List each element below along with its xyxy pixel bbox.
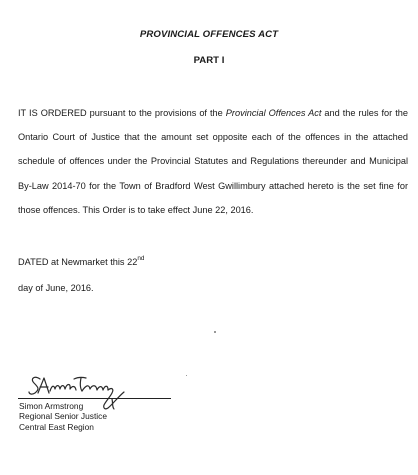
order-text-rest: and the rules for the Ontario Court of Justice that the amount set opposite each of the offences in the attached schedule of offences under the Provincial Statutes and Regulations thereunder and Municipal By-Law 2014-70 for the Town of Bradford West Gwillimbury attached hereto is the set fine for those offences. This Order is to take effect June 22, 2016.: [18, 108, 408, 215]
signer-region: Central East Region: [19, 421, 94, 432]
dated-line: [18, 257, 144, 267]
dated-superscript: nd: [137, 255, 145, 262]
day-line: day of June, 2016.: [18, 283, 94, 293]
act-name-italic: Provincial Offences Act: [225, 108, 322, 118]
order-text-start: IT IS ORDERED pursuant to the provisions of the: [18, 108, 226, 118]
part-title: PART I: [193, 55, 225, 66]
act-title: PROVINCIAL OFFENCES ACT: [139, 29, 279, 40]
signer-title: Regional Senior Justice: [19, 411, 107, 422]
order-paragraph: [18, 101, 408, 222]
dated-text: DATED at Newmarket this 22: [18, 257, 138, 267]
signer-block: [19, 401, 107, 432]
scan-speck: [186, 375, 187, 376]
scan-speck: [214, 331, 216, 333]
signer-name: Simon Armstrong: [19, 401, 84, 411]
signature-line: [18, 398, 171, 399]
